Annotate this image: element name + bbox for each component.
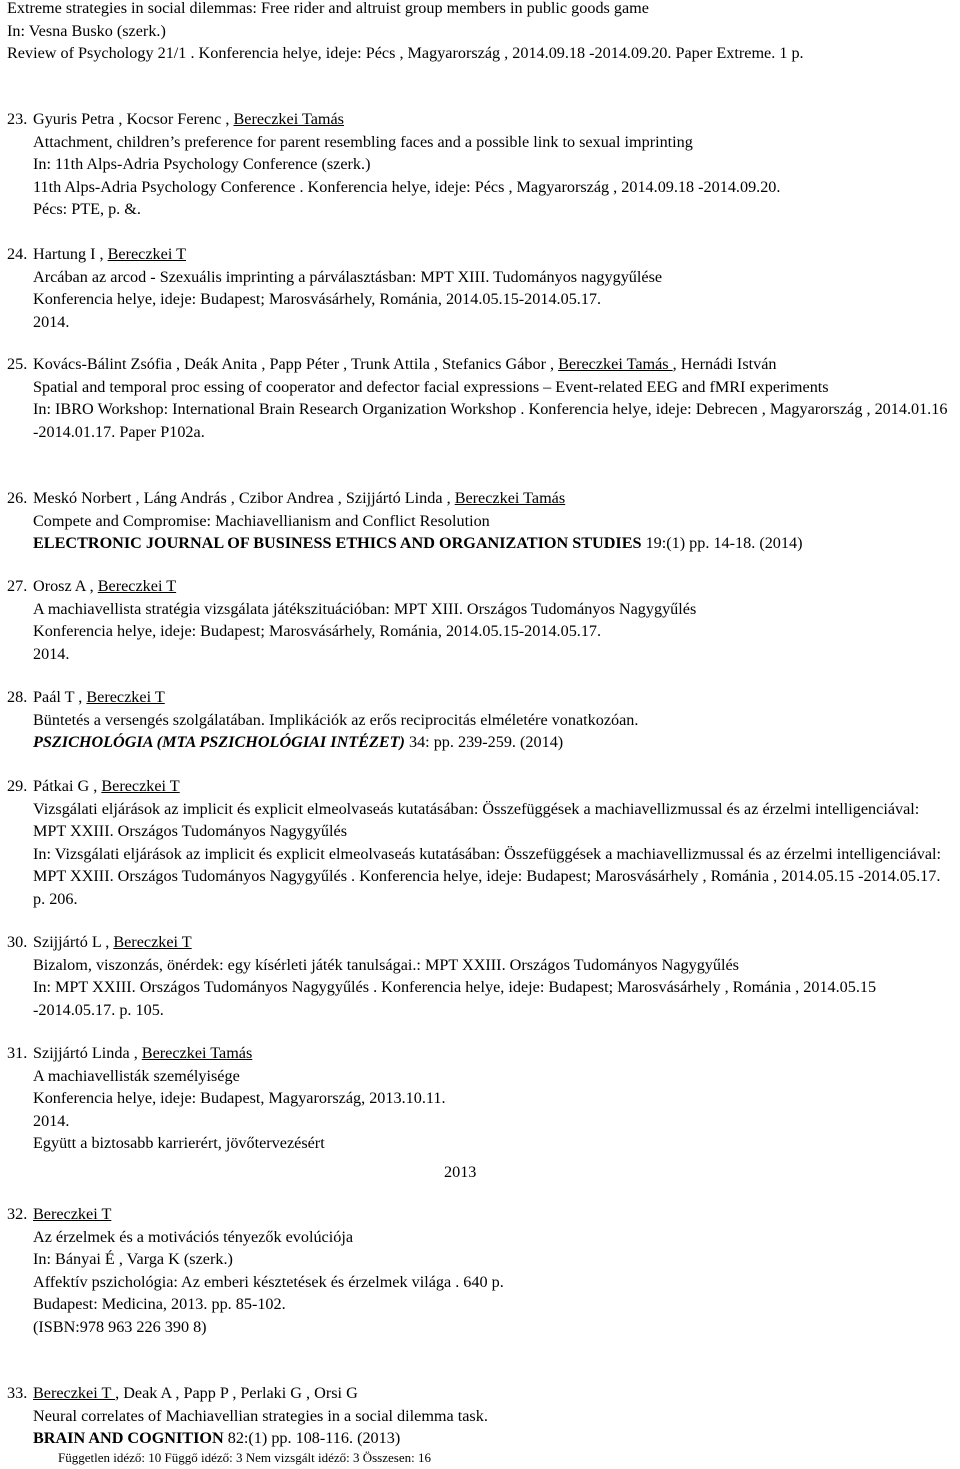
author-link[interactable]: Bereczkei T [97,577,177,595]
entry-isbn: (ISBN:978 963 226 390 8) [33,1317,207,1336]
entry-33 [7,1382,954,1450]
entry-22-continuation [7,0,954,65]
entry-number: 33. [7,1384,28,1402]
entry-number: 31. [7,1044,28,1062]
entry-authors: Kovács-Bálint Zsófia , Deák Anita , Papp Péter , Trunk Attila , Stefanics Gábor , Bereczkei Tamás , Hernádi István [33,355,777,373]
entry-title: Attachment, children’s preference for parent resembling faces and a possible link to sexual imprinting [33,132,693,151]
author-link[interactable]: Bereczkei T [86,688,165,706]
entry-year: 2014. [33,312,70,331]
entry-authors [33,1203,954,1226]
entry-in: In: Vizsgálati eljárások az implicit és explicit elmeolvaseás kutatásában: Összefüggések a machiavellizmussal és az érzelmi intelligenciával: MPT XXIII. Országos Tudományos Nagygyűlés . Konferencia helye, ideje: Budapest; Marosvásárhely , Románia , 2014.05.15 -2014.05.17. p. 206. [33,844,942,908]
journal-name: PSZICHOLÓGIA (MTA PSZICHOLÓGIAI INTÉZET) [33,733,405,751]
entry-venue: Konferencia helye, ideje: Budapest; Marosvásárhely, Románia, 2014.05.15-2014.05.17. [33,290,602,308]
year-heading: 2013 [444,1163,477,1181]
entry-authors: Meskó Norbert , Láng András , Czibor Andrea , Szijjártó Linda , Bereczkei Tamás [33,489,566,507]
entry-year: 2014. [33,1111,70,1130]
entry-30 [7,931,954,1021]
entry-title: A machiavellisták személyisége [33,1066,240,1085]
entry-title: Spatial and temporal proc essing of cooperator and defector facial expressions – Event-related EEG and fMRI experiments [33,377,829,396]
journal-name: ELECTRONIC JOURNAL OF BUSINESS ETHICS AND ORGANIZATION STUDIES [33,534,642,552]
entry-number: 28. [7,688,28,706]
entry-title: Arcában az arcod - Szexuális imprinting a párválasztásban: MPT XIII. Tudományos nagygyűlése [33,267,663,286]
entry-book: Affektív pszichológia: Az emberi késztetések és érzelmek világa . 640 p. [33,1272,504,1291]
entry-28 [7,686,954,754]
entry-number: 25. [7,355,28,373]
entry-authors: Hartung I , Bereczkei T [33,245,186,263]
entry-authors: Orosz A , Bereczkei T [33,577,177,595]
entry-title: Neural correlates of Machiavellian strategies in a social dilemma task. [33,1406,488,1425]
entry-journal-line: BRAIN AND COGNITION 82:(1) pp. 108-116. (2013) [33,1429,401,1447]
author-link[interactable]: Bereczkei Tamás [233,110,344,128]
entry-authors: Bereczkei T , Deak A , Papp P , Perlaki G , Orsi G [33,1384,358,1402]
entry-journal-line: ELECTRONIC JOURNAL OF BUSINESS ETHICS AND ORGANIZATION STUDIES 19:(1) pp. 14-18. (2014) [33,534,803,552]
entry-authors: Gyuris Petra , Kocsor Ferenc , Bereczkei Tamás [33,110,344,128]
entry-31 [7,1042,954,1155]
entry-venue: Review of Psychology 21/1 . Konferencia helye, ideje: Pécs , Magyarország , 2014.09.18 -2014.09.20. Paper Extreme. 1 p. [7,44,804,62]
journal-name: BRAIN AND COGNITION [33,1429,224,1447]
entry-journal-line: PSZICHOLÓGIA (MTA PSZICHOLÓGIAI INTÉZET) 34: pp. 239-259. (2014) [33,733,564,751]
author-link[interactable]: Bereczkei T [107,245,186,263]
entry-authors: Pátkai G , Bereczkei T [33,777,180,795]
entry-number: 30. [7,933,28,951]
entry-editors: In: Vesna Busko (szerk.) [7,21,166,40]
entry-title: Bizalom, viszonzás, önérdek: egy kísérleti játék tanulságai.: MPT XXIII. Országos Tudományos Nagygyűlés [33,955,739,974]
entry-title: Vizsgálati eljárások az implicit és explicit elmeolvaseás kutatásában: Összefüggések a machiavellizmussal és az érzelmi intelligenciával: MPT XXIII. Országos Tudományos Nagygyűlés [33,799,920,840]
entry-32 [7,1203,954,1338]
entry-publisher: Pécs: PTE, p. &. [33,200,141,218]
entry-title: Büntetés a versengés szolgálatában. Implikációk az erős reciprocitás elméletére vonatkozóan. [33,710,639,729]
entry-in: In: IBRO Workshop: International Brain Research Organization Workshop . Konferencia helye, ideje: Debrecen , Magyarország , 2014.01.16 -2014.01.17. Paper P102a. [33,400,948,441]
entry-25 [7,353,954,443]
entry-venue: Konferencia helye, ideje: Budapest, Magyarország, 2013.10.11. [33,1089,446,1107]
entry-29 [7,775,954,910]
entry-venue: Konferencia helye, ideje: Budapest; Marosvásárhely, Románia, 2014.05.15-2014.05.17. [33,622,602,640]
entry-venue: 11th Alps-Adria Psychology Conference . Konferencia helye, ideje: Pécs , Magyarország , 2014.09.18 -2014.09.20. [33,177,781,196]
entry-year: 2014. [33,644,70,663]
entry-authors: Paál T , Bereczkei T [33,688,165,706]
entry-23 [7,108,954,221]
citation-counts: Független idéző: 10 Függő idéző: 3 Nem vizsgált idéző: 3 Összesen: 16 [58,1450,431,1465]
entry-number: 26. [7,489,28,507]
entry-authors: Szijjártó L , Bereczkei T [33,933,192,951]
author-link[interactable]: Bereczkei T [101,777,180,795]
entry-number: 23. [7,110,28,128]
author-link[interactable]: Bereczkei Tamás [141,1044,253,1062]
entry-title: A machiavellista stratégia vizsgálata játékszituációban: MPT XIII. Országos Tudományos Nagygyűlés [33,599,697,618]
entry-title: Compete and Compromise: Machiavellianism and Conflict Resolution [33,511,490,530]
entry-24 [7,243,954,333]
entry-publisher: Budapest: Medicina, 2013. pp. 85-102. [33,1295,286,1313]
entry-title: Az érzelmek és a motivációs tényezők evolúciója [33,1227,354,1246]
author-link[interactable]: Bereczkei Tamás [454,489,566,507]
author-link[interactable]: Bereczkei T [113,933,192,951]
entry-number: 32. [7,1205,28,1223]
entry-number: 29. [7,777,28,795]
entry-27 [7,575,954,665]
entry-number: 27. [7,577,28,595]
entry-number: 24. [7,245,28,263]
entry-in: In: MPT XXIII. Országos Tudományos Nagygyűlés . Konferencia helye, ideje: Budapest; Marosvásárhely , Románia , 2014.05.15 -2014.05.17. p. 105. [33,978,877,1019]
entry-extra: Együtt a biztosabb karrierért, jövőtervezésért [33,1134,325,1152]
entry-authors: Szijjártó Linda , Bereczkei Tamás [33,1044,253,1062]
author-link[interactable]: Bereczkei Tamás [558,355,673,373]
entry-title: Extreme strategies in social dilemmas: Free rider and altruist group members in public goods game [7,0,649,17]
entry-in: In: Bányai É , Varga K (szerk.) [33,1250,233,1268]
entry-in: In: 11th Alps-Adria Psychology Conference (szerk.) [33,155,371,173]
entry-26 [7,487,954,555]
author-link[interactable]: Bereczkei T [33,1205,112,1223]
author-link[interactable]: Bereczkei T [33,1384,116,1402]
